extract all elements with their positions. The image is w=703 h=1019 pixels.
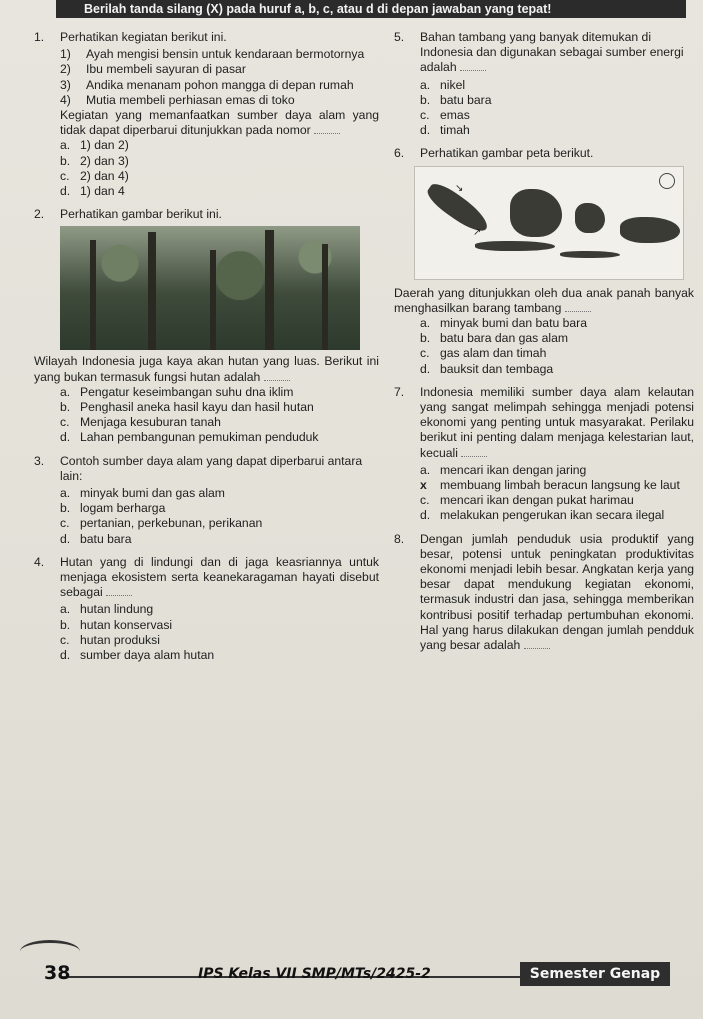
arrow-icon: ↘ [455,182,464,194]
question-4-stem [34,555,379,601]
answer-blank [264,380,290,381]
question-number: 6. [394,146,405,161]
question-1-options [34,138,379,199]
question-text: Bahan tambang yang banyak ditemukan di Indonesia dan digunakan sebagai sumber energi adalah [420,30,684,75]
list-item: 3) Andika menanam pohon mangga di depan rumah [60,77,354,92]
answer-blank [565,311,591,312]
semester-badge: Semester Genap [520,962,670,986]
answer-option-c[interactable]: c. mencari ikan dengan pukat harimau [420,493,634,508]
question-3-options [34,486,379,547]
answer-blank [106,595,132,596]
cross-mark-icon: x [420,478,427,493]
answer-option-a[interactable]: a. 1) dan 2) [60,138,129,153]
question-text: Indonesia memiliki sumber daya alam kelautan yang sangat melimpah sehingga menjadi potensi ekonomi yang penting untuk masyarakat. Perilaku berikut ini penting dalam menjaga kelestarian laut, kecuali [420,384,694,460]
arrow-icon: ↗ [473,226,482,238]
answer-blank [461,456,487,457]
question-number: 1. [34,30,45,44]
answer-option-c[interactable]: c. emas [420,108,470,123]
answer-option-a[interactable]: a. nikel [420,77,466,92]
list-item: 2) Ibu membeli sayuran di pasar [60,62,246,77]
answer-blank [524,648,550,649]
page-number: 38 [44,962,71,984]
answer-blank [314,133,340,134]
question-number: 2. [34,207,45,222]
instructions-banner: Berilah tanda silang (X) pada huruf a, b, c, atau d di depan jawaban yang tepat! [56,0,686,18]
question-number: 3. [34,453,45,468]
question-text: Perhatikan gambar berikut ini. [60,207,222,222]
answer-option-c[interactable]: c. Menjaga kesuburan tanah [60,415,221,430]
answer-option-c[interactable]: c. 2) dan 4) [60,168,129,183]
question-7-options [394,463,694,524]
answer-option-b[interactable]: b. batu bara dan gas alam [420,331,569,346]
question-text: Perhatikan kegiatan berikut ini. [60,30,227,44]
question-text: Dengan jumlah penduduk usia produktif yang besar, potensi untuk peningkatan produktivitas ekonomi menjadi lebih besar. Angkatan kerja yang besar dapat mendukung kegiatan ekonomi, termasuk industri dan jasa, sehingga memberikan kontribusi positif terhadap pertumbuhan ekonomi. Hal yang harus dilakukan dengan jumlah pendduk yang besar adalah [420,531,694,653]
answer-option-d[interactable]: d. sumber daya alam hutan [60,648,215,663]
answer-option-a[interactable]: a. mencari ikan dengan jaring [420,462,587,477]
question-text: Perhatikan gambar peta berikut. [420,146,594,161]
question-number: 5. [394,30,405,44]
answer-option-c[interactable]: c. hutan produksi [60,632,160,647]
question-7-stem [394,385,694,461]
answer-option-d[interactable]: d. melakukan pengerukan ikan secara ilegal [420,508,665,523]
answer-option-a[interactable]: a. minyak bumi dan gas alam [60,486,225,501]
right-column [394,30,694,655]
answer-option-a[interactable]: a. hutan lindung [60,602,154,617]
answer-option-b[interactable]: b. hutan konservasi [60,617,173,632]
question-number: 7. [394,384,405,399]
answer-option-d[interactable]: d. batu bara [60,531,132,546]
answer-option-d[interactable]: d. 1) dan 4 [60,184,125,199]
book-title: IPS Kelas VII SMP/MTs/2425-2 [198,966,431,982]
answer-option-c[interactable]: c. pertanian, perkebunan, perikanan [60,516,263,531]
question-6-options [394,316,694,377]
answer-option-b[interactable]: b. Penghasil aneka hasil kayu dan hasil hutan [60,400,314,415]
list-item: 1) Ayah mengisi bensin untuk kendaraan bermotornya [60,47,365,62]
question-text: Contoh sumber daya alam yang dapat diperbarui antara lain: [60,453,363,483]
decorative-wave [20,940,80,963]
answer-option-b-marked[interactable]: x membuang limbah beracun langsung ke laut [420,478,680,493]
question-2-options [34,385,379,446]
question-1-items [34,47,379,108]
question-text: Hutan yang di lindungi dan di jaga keasriannya untuk menjaga ekosistem serta keanekaragaman hayati disebut sebagai [60,554,379,600]
question-8-stem [394,532,694,654]
answer-option-a[interactable]: a. Pengatur keseimbangan suhu dna iklim [60,384,294,399]
question-5-options [394,78,694,139]
question-2-stem [34,207,379,222]
answer-option-d[interactable]: d. timah [420,123,470,138]
question-6-stem [394,146,694,161]
answer-blank [460,70,486,71]
compass-icon [659,173,675,189]
indonesia-map [414,166,684,280]
question-4-options [34,602,379,663]
page-footer [0,940,703,1019]
answer-option-a[interactable]: a. minyak bumi dan batu bara [420,316,588,331]
forest-photo [60,226,360,350]
question-2-prompt: Wilayah Indonesia juga kaya akan hutan yang luas. Berikut ini yang bukan termasuk fungsi hutan adalah [34,354,379,384]
answer-option-b[interactable]: b. batu bara [420,92,492,107]
answer-option-c[interactable]: c. gas alam dan timah [420,346,547,361]
question-6-prompt: Daerah yang ditunjukkan oleh dua anak panah banyak menghasilkan barang tambang [394,285,694,315]
answer-option-d[interactable]: d. bauksit dan tembaga [420,361,554,376]
list-item: 4) Mutia membeli perhiasan emas di toko [60,92,295,107]
question-3-stem [34,454,379,484]
question-1-stem [34,30,379,45]
answer-option-b[interactable]: b. logam berharga [60,501,166,516]
question-1-prompt: Kegiatan yang memanfaatkan sumber daya alam yang tidak dapat diperbarui ditunjukkan pada nomor [60,108,379,138]
answer-option-b[interactable]: b. 2) dan 3) [60,153,129,168]
question-number: 4. [34,554,45,569]
question-number: 8. [394,531,405,546]
left-column [34,30,379,663]
answer-option-d[interactable]: d. Lahan pembangunan pemukiman penduduk [60,430,319,445]
question-5-stem [394,30,694,76]
